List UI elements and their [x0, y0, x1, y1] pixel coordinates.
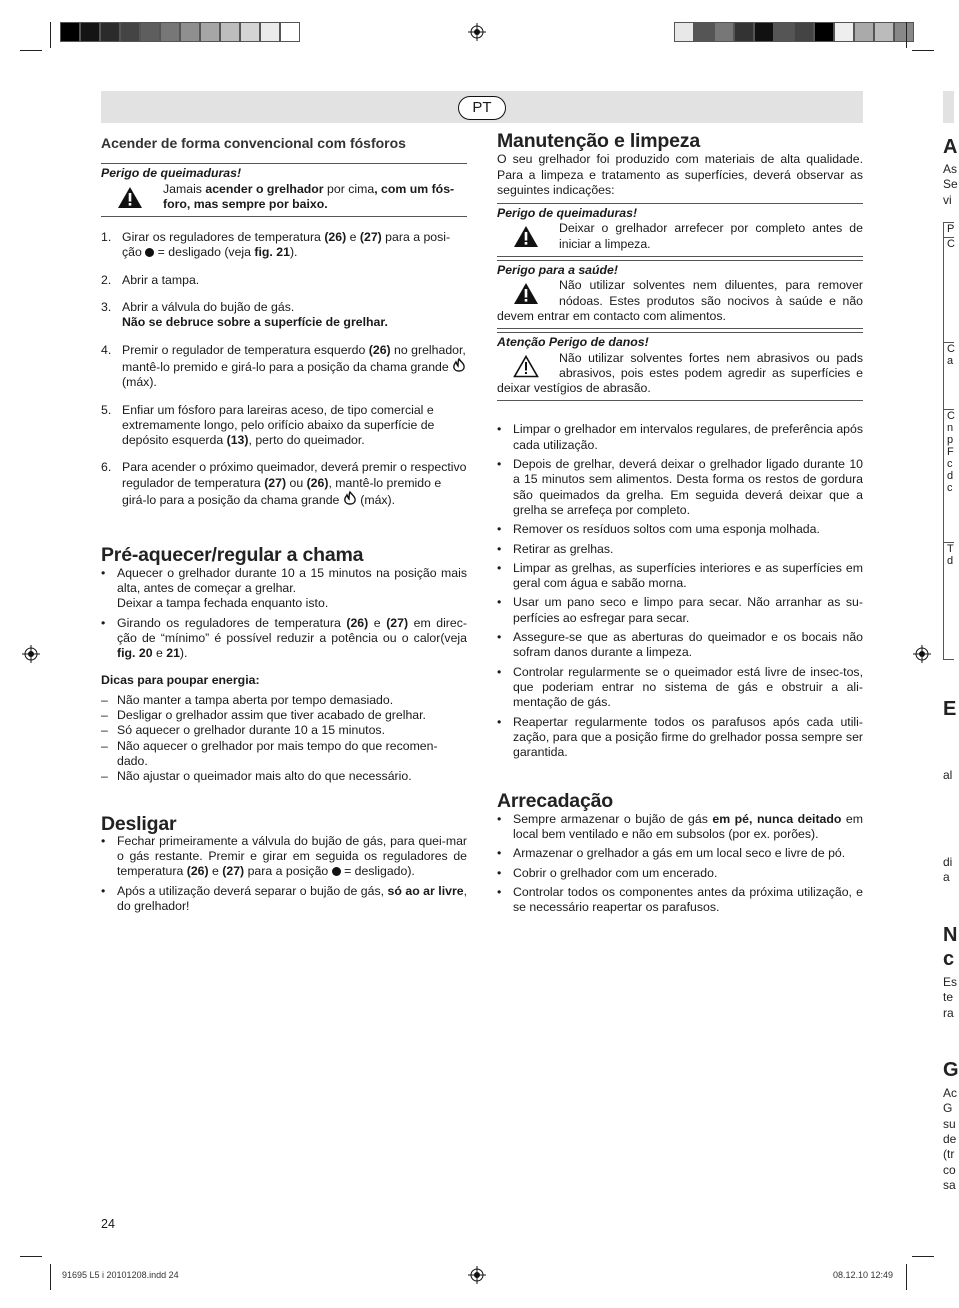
table-cell: T — [944, 542, 954, 555]
table-cell: n — [947, 422, 954, 434]
next-page-fragment: sa — [943, 1178, 956, 1192]
table-cell: c — [947, 482, 953, 494]
flame-icon — [452, 358, 466, 373]
header-band-next-page — [943, 91, 954, 123]
cleaning-list — [497, 422, 863, 760]
warning-title: Atenção Perigo de danos! — [497, 335, 649, 350]
table-cell: d — [947, 470, 954, 482]
list-item: • Controlar todos os componentes antes da próxima utilização, e se necessário reapertar os parafusos. — [497, 885, 863, 916]
list-item: 2. Abrir a tampa. — [101, 272, 200, 287]
list-item: • Reapertar regularmente todos os parafusos após cada utili-zação, para que a posição firme do grelhador possa sempre ser garantida. — [497, 715, 863, 761]
list-item: – Não aquecer o grelhador por mais tempo do que recomen-dado. — [101, 739, 467, 770]
table-cell: p — [947, 434, 954, 446]
warning-triangle-icon — [513, 225, 539, 248]
crop-mark — [50, 22, 51, 48]
section-title-storage: Arrecadação — [497, 790, 613, 813]
crop-mark — [912, 1256, 934, 1257]
next-page-fragment: a — [943, 870, 950, 884]
next-page-fragment: G — [943, 1101, 953, 1115]
registration-mark-icon — [22, 645, 40, 663]
registration-mark-icon — [468, 1266, 486, 1284]
list-item: • Cobrir o grelhador com um encerado. — [497, 866, 863, 881]
registration-mark-icon — [913, 645, 931, 663]
crop-mark — [20, 50, 42, 51]
warning-triangle-icon — [513, 282, 539, 305]
storage-list — [497, 812, 863, 916]
next-page-fragment: di — [943, 855, 953, 869]
energy-tips-title: Dicas para poupar energia: — [101, 673, 260, 688]
warning-title: Perigo de queimaduras! — [497, 206, 638, 221]
preheat-list — [101, 566, 467, 662]
list-item: • Depois de grelhar, deverá deixar o grelhador ligado durante 10 a 15 minutos sem alimentos. Desta forma os restos de gordura são queimados da grelha. Em seguida deverá deixar que a grelha se arrefeça por completo. — [497, 457, 863, 518]
section-title-maintenance: Manutenção e limpeza — [497, 130, 700, 152]
table-cell: C — [944, 409, 954, 422]
list-item: 3. Abrir a válvula do bujão de gás. Não se debruce sobre a superfície de grelhar. — [101, 300, 388, 330]
crop-mark — [50, 1264, 51, 1290]
next-page-heading: N — [943, 924, 958, 946]
next-page-fragment: ra — [943, 1006, 954, 1020]
warning-box-burns — [101, 163, 467, 217]
right-column — [497, 130, 864, 919]
crop-mark — [20, 1256, 42, 1257]
flame-icon — [343, 491, 357, 506]
warning-box-burns — [497, 203, 863, 257]
table-cell: C — [944, 342, 954, 355]
warning-title: Perigo para a saúde! — [497, 263, 618, 278]
next-page-heading: A — [943, 136, 958, 158]
warning-text: Não utilizar solventes fortes nem abrasivos ou pads abrasivos, pois estes podem agredir as superfícies e deixar vestígios de abrasão. — [497, 350, 863, 396]
list-item: 6. Para acender o próximo queimador, deverá premir o respectivo regulador de temperatura (27) ou (26), mantê-lo premido e girá-lo para a posição da chama grande (máx). — [101, 460, 467, 508]
crop-mark — [906, 22, 907, 48]
list-item: • Girando os reguladores de temperatura (26) e (27) em direc-ção de “mínimo” é possível reduzir a potência ou o calor(veja fig. 20 e 21). — [101, 616, 467, 662]
next-page-heading: G — [943, 1059, 959, 1081]
color-bar-left — [60, 22, 300, 42]
list-item: • Remover os resíduos soltos com uma esponja molhada. — [497, 522, 863, 537]
list-item: 1. Girar os reguladores de temperatura (26) e (27) para a posi-ção = desligado (veja fig. 21). — [101, 230, 451, 260]
next-page-fragment: Se — [943, 177, 958, 191]
caution-triangle-icon — [513, 355, 539, 378]
next-page-fragment: (tr — [943, 1147, 955, 1161]
next-page-fragment: al — [943, 768, 953, 782]
off-dot-icon — [332, 867, 341, 876]
section-title-conventional-ignition: Acender de forma convencional com fósforos — [101, 135, 406, 151]
list-item: • Após a utilização deverá separar o bujão de gás, só ao ar livre, do grelhador! — [101, 884, 467, 915]
color-bar-right — [674, 22, 914, 42]
list-item: • Limpar as grelhas, as superfícies interiores e as superfícies em geral com água e sabão morna. — [497, 561, 863, 592]
list-item: • Controlar regularmente se o queimador está livre de insec-tos, que poderiam entrar no sistema de gás e obstruir a ali-mentação de gás. — [497, 665, 863, 711]
next-page-heading: c — [943, 948, 955, 970]
next-page-heading: E — [943, 698, 957, 720]
list-item: • Armazenar o grelhador a gás em um local seco e livre de pó. — [497, 846, 863, 861]
crop-mark — [906, 1264, 907, 1290]
file-slug: 91695 L5 i 20101208.indd 24 — [62, 1270, 179, 1280]
ignition-steps — [101, 230, 467, 508]
list-item: – Não manter a tampa aberta por tempo demasiado. — [101, 693, 467, 708]
list-item: • Retirar as grelhas. — [497, 542, 863, 557]
next-page-fragment: vi — [943, 193, 952, 207]
language-badge: PT — [458, 96, 506, 120]
next-page-fragment: te — [943, 990, 954, 1004]
next-page-fragment: de — [943, 1132, 957, 1146]
table-cell: c — [947, 458, 953, 470]
table-cell: C — [947, 238, 955, 250]
table-cell: F — [947, 446, 954, 458]
list-item: 5. Enfiar um fósforo para lareiras aceso, de tipo comercial e extremamente longo, pelo orifício abaixo da superfície de depósito esquerda (13), perto do queimador. — [101, 402, 435, 448]
energy-tips-list — [101, 693, 467, 785]
next-page-fragment: Ac — [943, 1086, 958, 1100]
list-item: • Limpar o grelhador em intervalos regulares, de preferência após cada utilização. — [497, 422, 863, 453]
next-page-fragment: co — [943, 1163, 956, 1177]
list-item: • Sempre armazenar o bujão de gás em pé, nunca deitado em local bem ventilado e não em subsolos (por ex. porões). — [497, 812, 863, 843]
next-page-fragment: su — [943, 1117, 956, 1131]
warning-title: Perigo de queimaduras! — [101, 166, 242, 181]
registration-mark-icon — [468, 23, 486, 41]
list-item: • Aquecer o grelhador durante 10 a 15 minutos na posição mais alta, antes de começar a grelhar. Deixar a tampa fechada enquanto isto. — [101, 566, 467, 612]
section-title-preheat: Pré-aquecer/regular a chama — [101, 544, 364, 567]
section-title-turn-off: Desligar — [101, 812, 177, 835]
warning-box-health — [497, 260, 863, 329]
list-item: 4. Premir o regulador de temperatura esquerdo (26) no grelhador, mantê-lo premido e girá-lo para a posição da chama grande (máx). — [101, 342, 466, 390]
turn-off-list — [101, 834, 467, 914]
list-item: • Usar um pano seco e limpo para secar. Não arranhar as su-perfícies ao esfregar para secar. — [497, 595, 863, 626]
crop-mark — [912, 50, 934, 51]
left-column — [101, 136, 467, 918]
table-cell: d — [947, 555, 954, 567]
table-cell: a — [947, 355, 954, 367]
list-item: – Não ajustar o queimador mais alto do que necessário. — [101, 769, 467, 784]
page-number: 24 — [101, 1217, 115, 1231]
warning-text: Jamais acender o grelhador por cima, com um fós-foro, mas sempre por baixo. — [163, 181, 455, 211]
list-item: – Desligar o grelhador assim que tiver acabado de grelhar. — [101, 708, 467, 723]
print-date: 08.12.10 12:49 — [833, 1270, 894, 1280]
warning-text: Não utilizar solventes nem diluentes, para remover nódoas. Estes produtos são nocivos à saúde e não devem entrar em contacto com alimentos. — [497, 278, 863, 323]
next-page-fragment: As — [943, 162, 958, 176]
maintenance-intro: O seu grelhador foi produzido com materiais de alta qualidade. Para a limpeza e tratamento as superfícies, deverá observar as seguintes indicações: — [497, 152, 863, 197]
list-item: • Assegure-se que as aberturas do queimador e os bocais não sofram danos durante a limpeza. — [497, 630, 863, 661]
list-item: – Só aquecer o grelhador durante 10 a 15 minutos. — [101, 723, 467, 738]
next-page-table — [943, 222, 954, 660]
off-dot-icon — [145, 248, 154, 257]
warning-triangle-icon — [117, 186, 143, 209]
list-item: • Fechar primeiramente a válvula do bujão de gás, para quei-mar o gás restante. Premir e girar em seguida os reguladores de temperatura (26) e (27) para a posição = desligado). — [101, 834, 467, 880]
warning-text: Deixar o grelhador arrefecer por completo antes de iniciar a limpeza. — [559, 221, 863, 251]
next-page-fragment: Es — [943, 975, 958, 989]
warning-box-damage — [497, 332, 863, 401]
table-header: P — [944, 223, 954, 238]
